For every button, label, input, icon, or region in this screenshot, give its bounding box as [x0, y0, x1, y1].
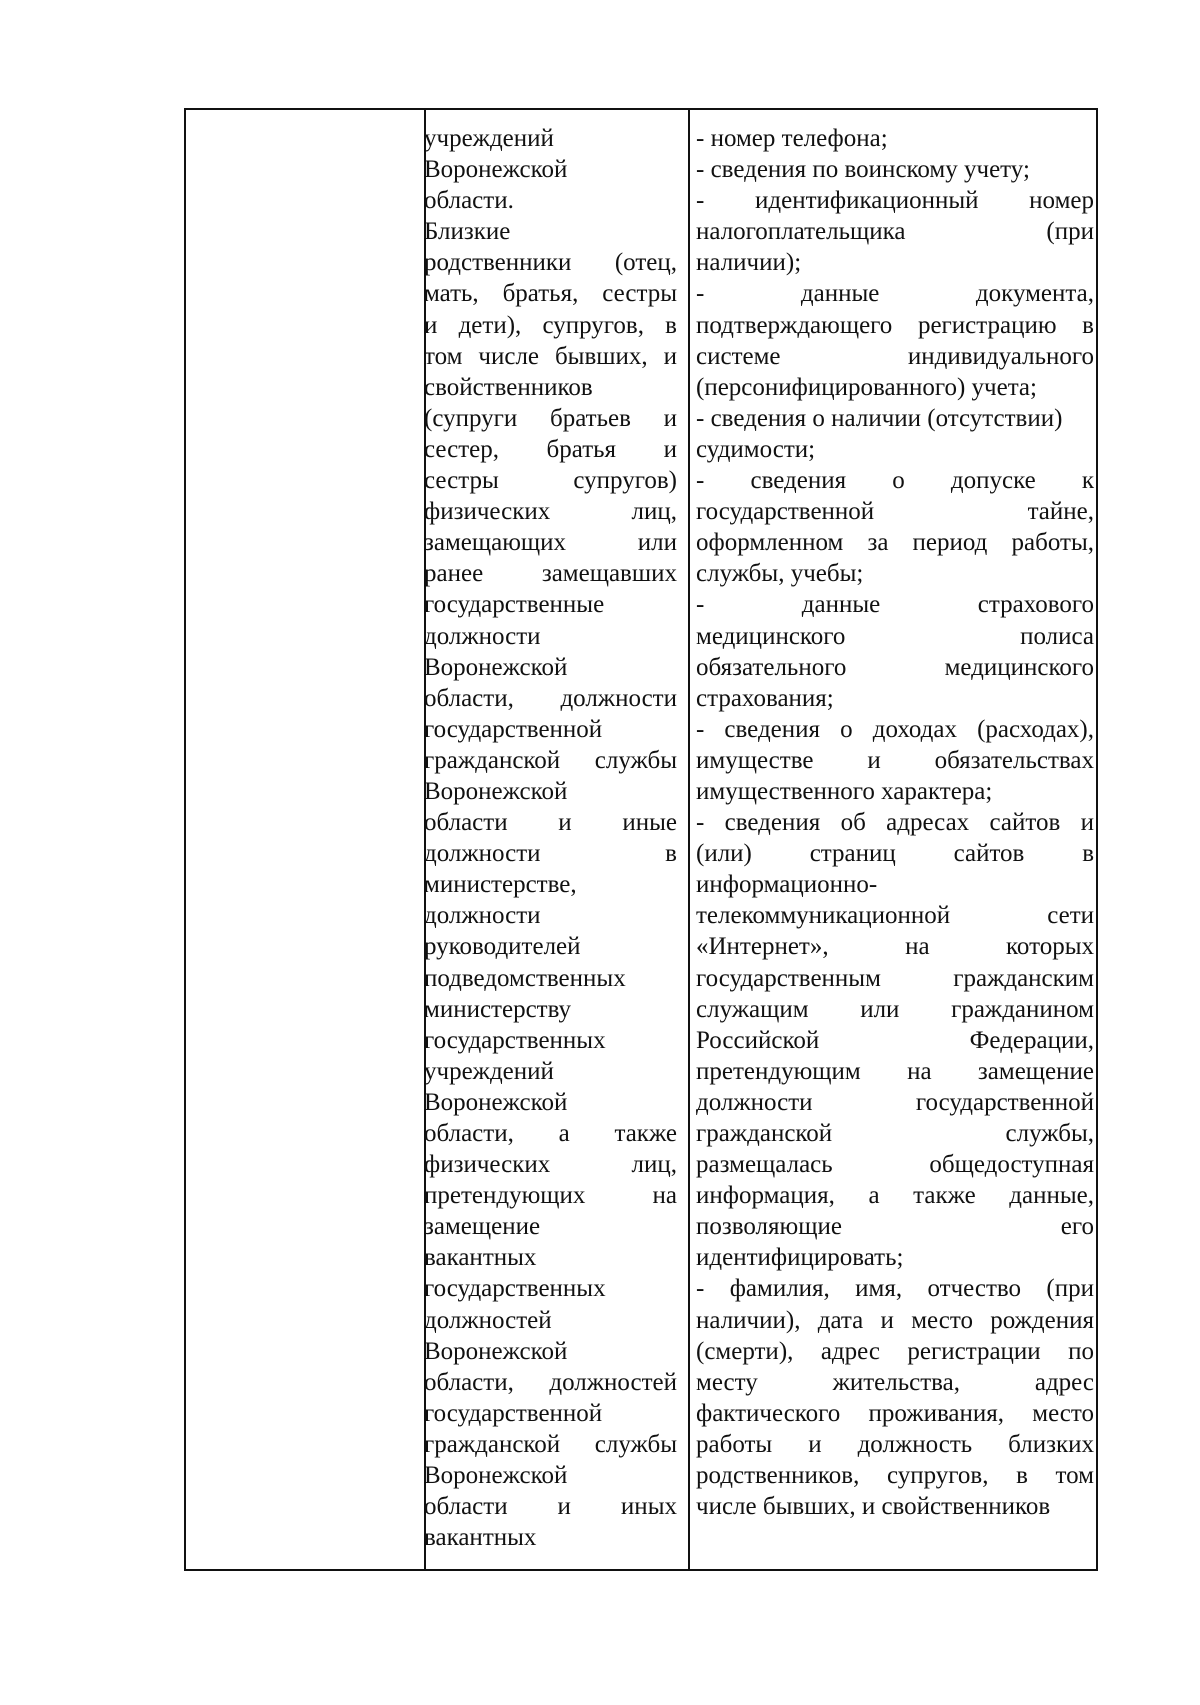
data-item-text-line: «Интернет», на которых [696, 933, 1094, 961]
category-text-line: родственники (отец, [424, 249, 677, 277]
data-item-text-line: претендующим на замещение [696, 1057, 1094, 1085]
category-text-line: физических лиц, [424, 1151, 677, 1179]
category-text-line: государственных [424, 1026, 606, 1054]
data-item-text-line: позволяющие его [696, 1213, 1094, 1241]
data-item-text-line: Российской Федерации, [696, 1026, 1094, 1054]
category-text-line: гражданской службы [424, 1430, 677, 1458]
category-text-line: должности [424, 622, 541, 650]
data-item-text-line: информационно- [696, 871, 878, 899]
data-item-text-line: работы и должность близких [696, 1430, 1094, 1458]
category-text-line: руководителей [424, 933, 581, 961]
category-text-line: вакантных [424, 1524, 537, 1552]
data-item-text-line: фактического проживания, место [696, 1399, 1094, 1427]
category-text-line: Воронежской [424, 777, 568, 805]
category-text-line: области, а также [424, 1120, 677, 1147]
category-text-line: области, должности [424, 684, 677, 712]
data-item-text-line: размещалась общедоступная [696, 1151, 1094, 1179]
data-item-text-line: имуществе и обязательствах [696, 746, 1094, 774]
data-item-text-line: - идентификационный номер [696, 187, 1094, 215]
data-item-text-line: служащим или гражданином [696, 995, 1094, 1023]
data-item-text-line: подтверждающего регистрацию в [696, 311, 1094, 339]
data-item-text-line: родственников, супругов, в том [696, 1462, 1094, 1490]
category-text-line: государственной [424, 1399, 603, 1427]
category-text-line: Воронежской [424, 1337, 568, 1365]
data-item-text-line: месту жительства, адрес [696, 1368, 1094, 1396]
category-text-line: государственные [424, 591, 605, 619]
data-item-text-line: имущественного характера; [696, 777, 993, 805]
data-item-text-line: идентифицировать; [696, 1244, 904, 1272]
category-text-line: Воронежской [424, 653, 568, 681]
data-item-text-line: - номер телефона; [696, 125, 888, 152]
column-divider-2 [688, 110, 690, 1569]
data-item-text-line: - сведения об адресах сайтов и [696, 809, 1094, 837]
category-text-line: Близкие [424, 218, 511, 246]
category-text-line: государственных [424, 1275, 606, 1303]
data-item-text-line: наличии); [696, 249, 802, 277]
data-item-text-line: - данные документа, [696, 280, 1094, 308]
category-text-line: ранее замещавших [424, 560, 677, 588]
data-item-text-line: гражданской службы, [696, 1120, 1094, 1147]
data-item-text-line: телекоммуникационной сети [696, 902, 1094, 930]
data-item-text-line: судимости; [696, 435, 816, 463]
data-item-text-line: - сведения о доходах (расходах), [696, 715, 1094, 743]
category-text-line: вакантных [424, 1244, 537, 1272]
category-text-line: должности в [424, 840, 677, 868]
data-item-text-line: информация, а также данные, [696, 1182, 1094, 1210]
category-text-line: Воронежской [424, 156, 568, 184]
category-text-line: области, должностей [424, 1368, 677, 1396]
category-text-line: замещающих или [424, 529, 677, 557]
data-item-text-line: налогоплательщика (при [696, 218, 1094, 246]
category-text-line: и дети), супругов, в [424, 311, 677, 339]
data-item-text-line: (персонифицированного) учета; [696, 373, 1037, 401]
category-text-line: области. [424, 187, 514, 215]
data-item-text-line: (или) страниц сайтов в [696, 840, 1094, 868]
category-text-line: министерстве, [424, 871, 577, 899]
data-item-text-line: службы, учебы; [696, 560, 864, 588]
category-text-line: сестер, братья и [424, 435, 677, 463]
category-text-line: Воронежской [424, 1462, 568, 1490]
category-text-line: учреждений [424, 125, 554, 152]
data-item-text-line: страхования; [696, 684, 834, 712]
category-text-line: мать, братья, сестры [424, 280, 677, 308]
category-text-line: замещение [424, 1213, 541, 1241]
data-item-text-line: обязательного медицинского [696, 653, 1094, 681]
data-item-text-line: наличии), дата и место рождения [696, 1306, 1094, 1334]
category-text-line: министерству [424, 995, 572, 1023]
column-categories [424, 123, 677, 1553]
data-item-text-line: медицинского полиса [696, 622, 1094, 650]
column-personal-data [696, 123, 1094, 1522]
category-text-line: Воронежской [424, 1088, 568, 1116]
data-item-text-line: - сведения о наличии (отсутствии) [696, 404, 1063, 432]
data-item-text-line: числе бывших, и свойственников [696, 1493, 1051, 1521]
data-item-text-line: оформленном за период работы, [696, 529, 1094, 557]
category-text-line: области и иных [424, 1493, 677, 1521]
data-item-text-line: (смерти), адрес регистрации по [696, 1337, 1094, 1365]
category-text-line: физических лиц, [424, 498, 677, 526]
data-item-text-line: системе индивидуального [696, 342, 1094, 370]
category-text-line: подведомственных [424, 964, 626, 992]
category-text-line: (супруги братьев и [424, 404, 677, 432]
category-text-line: области и иные [424, 809, 677, 837]
category-text-line: должностей [424, 1306, 552, 1334]
data-item-text-line: - данные страхового [696, 591, 1094, 619]
category-text-line: том числе бывших, и [424, 342, 677, 370]
document-table [184, 108, 1098, 1571]
category-text-line: государственной [424, 715, 603, 743]
data-item-text-line: - сведения по воинскому учету; [696, 156, 1030, 184]
data-item-text-line: государственной тайне, [696, 498, 1094, 526]
category-text-line: учреждений [424, 1057, 554, 1085]
data-item-text-line: - фамилия, имя, отчество (при [696, 1275, 1094, 1303]
category-text-line: гражданской службы [424, 746, 677, 774]
category-text-line: претендующих на [424, 1182, 677, 1210]
category-text-line: сестры супругов) [424, 467, 677, 495]
category-text-line: должности [424, 902, 541, 930]
data-item-text-line: государственным гражданским [696, 964, 1094, 992]
data-item-text-line: - сведения о допуске к [696, 467, 1094, 495]
data-item-text-line: должности государственной [696, 1088, 1094, 1116]
category-text-line: свойственников [424, 373, 593, 401]
